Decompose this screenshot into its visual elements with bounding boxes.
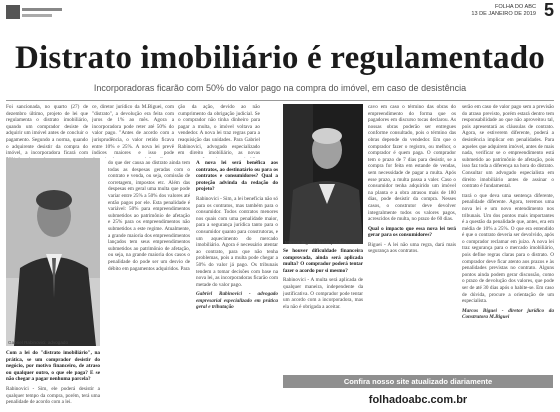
answer-1: Rabinovici - Sim, ele poderá desistir a qualquer tempo da compra, porém, terá uma penalidade de acordo com a lei. (6, 385, 100, 406)
publication-info (471, 4, 536, 18)
question-3: Se houver dificuldade financeira comprovada, ainda será aplicada multa? O comprador poderá tentar fazer o acordo por si mesmo? (283, 248, 363, 274)
issue-date: 13 DE JANEIRO DE 2019 (471, 11, 536, 17)
newspaper-name: FOLHA DO ABC (494, 4, 536, 10)
body-paragraph-6a: serão em caso de valor pago sem a previsão do atraso previsto, porém estará dentro tem responsabilidade ao que não aproveitou tal, pois apresentará as cláusulas de contrato. Agora, se estiverem diferente, poderá a desistência implicar em penalidades. Para aqueles que adquirem imóvel, antes de mais nada, verificar se o empreendimento está submetido ao patrimônio de afetação, pois isso faz toda a diferença na hora do distrato. Consultar um advogado especialista em direito imobiliário antes de assinar o contrato é fundamental. (462, 104, 554, 190)
newspaper-logo-icon (6, 3, 66, 21)
signature-rabinovici: Gabriel Rabinovici - advogado empresarial especializado em prática geral e tributação (196, 291, 278, 311)
intro-paragraph-3: ção da ação, devido ao não cumprimento da obrigação judicial. Se o comprador não tinha dinheiro para pagar a multa, o imóvel voltava ao vendedor. A nova lei traz regras para a reaquisição das unidades. Para Gabriel Rabinovici, advogado especializado em direito imobiliário, as novas (178, 104, 260, 157)
intro-column-3 (178, 104, 260, 158)
intro-column-2 (92, 104, 174, 158)
article-subheadline: Incorporadoras ficarão com 50% do valor pago na compra do imóvel, em caso de desistência (93, 83, 467, 93)
qa-column-1 (6, 350, 100, 410)
intro-column-1 (6, 104, 88, 158)
body-paragraph-2: do que der causa ao distrato ainda tem todas as despesas geradas com o contrato e venda, ou seja, comissão de corretagem, impostos etc. Além das despesas em geral uma multa que pode variar entre 25% a 50% dos valores até então pagos por ele. Esta penalidade é variável: 50% para empreendimentos submetidos ao patrimônio de afetação e 25% para os empreendimentos não submetidos a este regime. Atualmente, a grande maioria dos empreendimentos lançados tem seus empreendimentos submetidos ao patrimônio de afetação, ou seja, na grande maioria dos casos o penalidade do pode ser um desvio de débito em pagamentos adquiridos. Para (108, 160, 190, 272)
body-paragraph-5: cavo em caso o término das obras do empreendimento do forma que os pagadores em discurso tocas declarou. As nossas obras poderão ser entregues conforme consultado, pois o término das obras depende do vendedor. Em que o comprador fazer o registro, ou melhor, o comprador é quem paga. O comprador tem o prazo de 7 dias para desistir, se a compra for feita em estande de vendas, sem necessidade de pagar a multa. Após esse prazo, a multa passa a valer. Caso o consumidor tenha adquirido um imóvel na planta e a obra atrasou mais de 180 dias, pode desistir da compra. Nesses casos, o construtor deve devolver integralmente todos os valores pagos, acrescidos de multa, no prazo de 60 dias. (368, 104, 456, 223)
masthead (6, 0, 554, 26)
qa-column-4 (283, 248, 363, 372)
portrait-photo-rabinovici (6, 158, 100, 346)
site-banner: Confira nosso site atualizado diariamente (283, 375, 553, 388)
body-column-2 (108, 160, 190, 410)
photo-caption-rabinovici: Gabriel Rabinovici: advogado (8, 340, 69, 345)
photo-caption-biguei: Marcos Biguei: diretor jurídico (285, 240, 346, 245)
question-2: A nova lei será benéfica aos contratos, ao destinatário ou para os contratos e consumidores? Qual a proteção advinda da redação do projeto? (196, 160, 278, 193)
answer-3: Rabinovici - A multa será aplicada de qualquer maneira, independente da justificativa. O comprador pode tentar um acordo com a incorporadora, mas ela não é obrigada a aceitar. (283, 277, 363, 310)
answer-4: Biguei - A lei não uma regra, dará mais segurança aos contratos. (368, 241, 456, 255)
body-paragraph-6b: trará o que deva uma sentença diferente, penalidade diferente. Agora, teremos uma nova lei e um novo entendimento nos tribunais. Um dos pontos mais importantes é a questão da penalidade que, antes, era em média de 10% a 25%. O que era entendido é que o contrato deveria ser devolvido, após o comprador reclamar em juízo. A nova lei traz segurança para o mercado imobiliário, pois define regras claras para o distrato. O comprador deve ficar atento aos prazos e às penalidades previstas no contrato. Alguns pontos ainda podem gerar discussão, como o prazo de devolução dos valores, que pode ser de até 30 dias após o habite-se. Em caso de dúvida, procure a orientação de um especialista. (462, 192, 554, 305)
article-headline: Distrato imobiliário é regulamentado (15, 40, 545, 76)
question-4: Qual o impacto que essa nova lei terá gerar para os consumidores? (368, 225, 456, 239)
portrait-photo-biguei (283, 104, 363, 244)
person-icon (6, 158, 100, 346)
qa-column-3 (196, 160, 278, 410)
body-column-6 (462, 104, 554, 372)
signature-biguei: Marcos Biguei - diretor jurídico da Construtora M.Biguei (462, 307, 554, 321)
person-icon (283, 104, 363, 244)
page-number: 5 (543, 0, 554, 20)
intro-paragraph-2: ce, diretor jurídico da M.Biguei, com "distrato", a devolução era feita com juros de 1% ao mês. Agora a incorporadora pode reter até 50% do valor pago. "Antes de acordo com a jurisprudência, o valor retido ficava entre 10% e 25%. A nova lei prevê índices maiores e isso pode (92, 104, 174, 157)
intro-paragraph-1: Foi sancionada, no quarto (27) de dezembro último, projeto de lei que regulamenta o distrato imobiliário, quando um comprador desiste de adquirir um imóvel antes de concluir o pagamento. Segundo a norma, quando o adquirente desistir da compra do imóvel, a incorporadora ficará com (6, 104, 88, 157)
answer-2: Rabinovici - Sim, a lei beneficia não só para os contratos, mas também para o consumidor. Todos contratos menores nos quais com uma penalidade maior, para a segurança jurídica tanto para o consumidor quanto para construtoras, e um aquecimento do mercado imobiliário. Agora é necessário atentar ao contrato, para que não tenha problemas, pois a multa pode chegar a 50% do valor já pago. Os tribunais tendem a tomar decisões com base na nova lei, as incorporadoras ficarão com metade do valor pago. (196, 195, 278, 288)
question-1: Com a lei do "distrato imobiliário", na prática, se um comprador desistir do negócio, por motivo financeiro, de atraso ou qualquer outro, o que ele paga? E se não chegar a pagar nenhuma parcela? (6, 350, 100, 383)
body-column-5 (368, 104, 456, 372)
site-url-link[interactable]: folhadoabc.com.br (368, 394, 468, 406)
divider (6, 100, 554, 101)
